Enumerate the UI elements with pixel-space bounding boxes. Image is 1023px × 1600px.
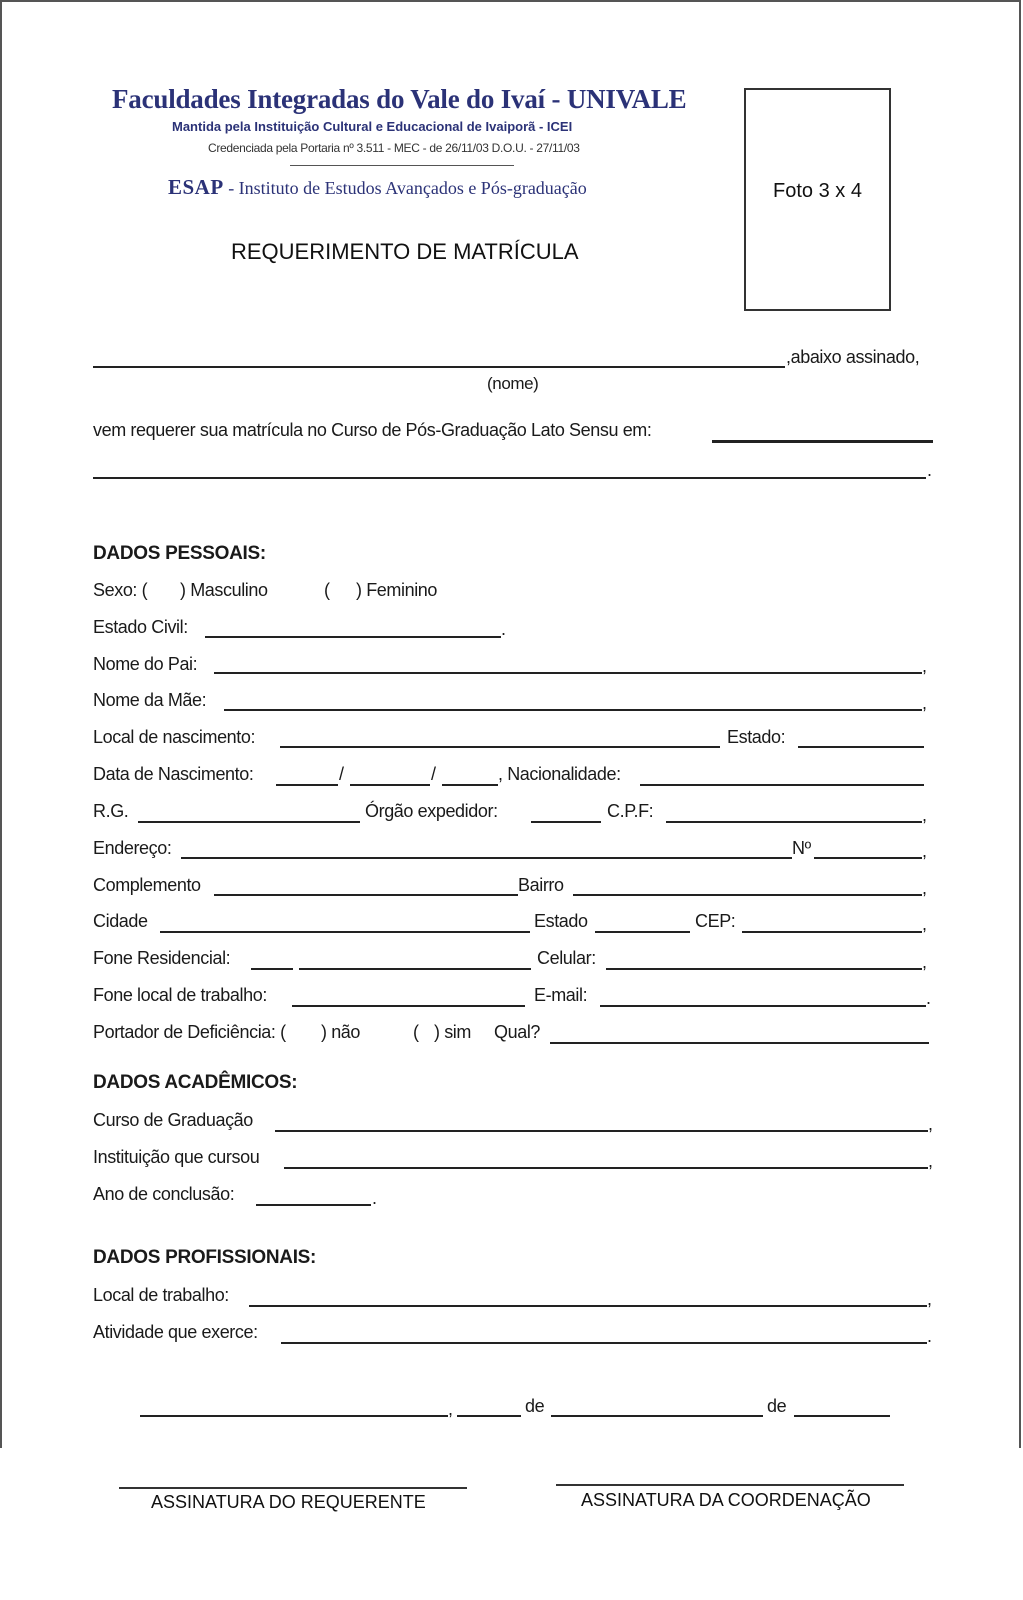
mother-label: Nome da Mãe: [93, 690, 207, 710]
nationality-field[interactable] [640, 784, 924, 786]
dot: . [501, 619, 506, 639]
number-field[interactable] [814, 857, 922, 859]
professional-heading: DADOS PROFISSIONAIS: [93, 1247, 317, 1268]
coordination-signature-field[interactable] [556, 1484, 904, 1486]
birth-day-field[interactable] [276, 784, 338, 786]
home-phone-area-field[interactable] [251, 968, 293, 970]
photo-label: Foto 3 x 4 [773, 180, 862, 202]
state-label: Estado: [727, 727, 786, 747]
comma: , [922, 805, 927, 825]
birthplace-field[interactable] [280, 746, 720, 748]
date-slash: / [339, 764, 344, 784]
comma: , [928, 1151, 933, 1171]
birth-month-field[interactable] [350, 784, 430, 786]
mobile-field[interactable] [606, 968, 922, 970]
esap-name: - Instituto de Estudos Avançados e Pós-graduação [228, 178, 587, 198]
cpf-field[interactable] [666, 821, 922, 823]
address-label: Endereço: [93, 838, 172, 858]
comma: , [922, 878, 927, 898]
birthplace-label: Local de nascimento: [93, 727, 256, 747]
marital-field[interactable] [205, 636, 501, 638]
accreditation-line: Credenciada pela Portaria nº 3.511 - MEC - de 26/11/03 D.O.U. - 27/11/03 [208, 141, 580, 155]
work-phone-field[interactable] [292, 1005, 525, 1007]
father-field[interactable] [214, 672, 922, 674]
institution-label: Instituição que cursou [93, 1147, 260, 1167]
comma: , [922, 693, 927, 713]
comma: , [922, 841, 927, 861]
comma: , [922, 656, 927, 676]
dot: . [926, 988, 931, 1008]
name-field[interactable] [93, 366, 785, 368]
header-divider [290, 165, 514, 166]
comma: , [928, 1114, 933, 1134]
marital-label: Estado Civil: [93, 617, 188, 637]
issuer-field[interactable] [531, 821, 601, 823]
applicant-signature-label: ASSINATURA DO REQUERENTE [151, 1492, 426, 1512]
birthdate-label: Data de Nascimento: [93, 764, 254, 784]
city-date-field[interactable] [140, 1415, 448, 1417]
birth-year-field[interactable] [442, 784, 498, 786]
state2-label: Estado [534, 911, 588, 931]
course-field-cont[interactable] [93, 477, 926, 479]
date-slash: / [431, 764, 436, 784]
comma: , [922, 914, 927, 934]
comma: , [927, 1289, 932, 1309]
document-title: REQUERIMENTO DE MATRÍCULA [231, 239, 579, 264]
complement-label: Complemento [93, 875, 201, 895]
state-field[interactable] [798, 746, 924, 748]
personal-heading: DADOS PESSOAIS: [93, 543, 266, 564]
nationality-label: , Nacionalidade: [498, 764, 621, 784]
signed-below-text: ,abaixo assinado, [786, 347, 920, 367]
disability-no-option[interactable]: ) não [321, 1022, 361, 1042]
district-label: Bairro [518, 875, 564, 895]
comma: , [448, 1399, 453, 1419]
city-field[interactable] [160, 931, 530, 933]
request-text: vem requerer sua matrícula no Curso de Pós-Graduação Lato Sensu em: [93, 420, 652, 440]
activity-field[interactable] [281, 1342, 927, 1344]
mobile-label: Celular: [537, 948, 596, 968]
complement-field[interactable] [214, 894, 518, 896]
name-caption: (nome) [487, 374, 539, 393]
address-field[interactable] [181, 857, 792, 859]
photo-box[interactable] [744, 88, 891, 311]
mother-field[interactable] [224, 709, 922, 711]
academic-heading: DADOS ACADÊMICOS: [93, 1072, 298, 1093]
cpf-label: C.P.F: [607, 801, 654, 821]
home-phone-label: Fone Residencial: [93, 948, 231, 968]
disability-which-label: Qual? [494, 1022, 541, 1042]
workplace-label: Local de trabalho: [93, 1285, 229, 1305]
email-field[interactable] [600, 1005, 926, 1007]
coordination-signature-label: ASSINATURA DA COORDENAÇÃO [581, 1490, 871, 1510]
zip-field[interactable] [742, 931, 922, 933]
activity-label: Atividade que exerce: [93, 1322, 258, 1342]
state2-field[interactable] [595, 931, 690, 933]
esap-line [168, 175, 587, 200]
disability-yes-option[interactable]: ) sim [434, 1022, 471, 1042]
workplace-field[interactable] [249, 1305, 927, 1307]
year-date-field[interactable] [794, 1415, 890, 1417]
period: . [927, 460, 932, 480]
female-option[interactable]: ) Feminino [356, 580, 438, 600]
institution-name: Faculdades Integradas do Vale do Ivaí - UNIVALE [112, 84, 687, 114]
home-phone-field[interactable] [299, 968, 531, 970]
comma: , [922, 952, 927, 972]
dot: . [372, 1188, 377, 1208]
district-field[interactable] [573, 894, 922, 896]
email-label: E-mail: [534, 985, 588, 1005]
year-field[interactable] [256, 1204, 371, 1206]
zip-label: CEP: [695, 911, 736, 931]
sex-label: Sexo: ( [93, 580, 148, 600]
maintainer-line: Mantida pela Instituição Cultural e Educacional de Ivaiporã - ICEI [172, 119, 573, 134]
day-field[interactable] [457, 1415, 521, 1417]
city-label: Cidade [93, 911, 148, 931]
de-text-2: de [767, 1396, 787, 1416]
father-label: Nome do Pai: [93, 654, 198, 674]
female-open[interactable]: ( [324, 580, 330, 600]
rg-field[interactable] [138, 821, 360, 823]
month-field[interactable] [551, 1415, 763, 1417]
applicant-signature-field[interactable] [119, 1487, 467, 1489]
disability-yes-open[interactable]: ( [413, 1022, 419, 1042]
de-text-1: de [525, 1396, 545, 1416]
institution-field[interactable] [284, 1167, 928, 1169]
esap-abbr: ESAP [168, 175, 224, 199]
issuer-label: Órgão expedidor: [365, 801, 498, 821]
year-label: Ano de conclusão: [93, 1184, 235, 1204]
number-label: Nº [792, 838, 811, 858]
dot: . [927, 1326, 932, 1346]
course-field[interactable] [712, 440, 933, 443]
disability-which-field[interactable] [550, 1042, 929, 1044]
graduation-course-field[interactable] [275, 1130, 928, 1132]
disability-label: Portador de Deficiência: ( [93, 1022, 286, 1042]
male-option[interactable]: ) Masculino [180, 580, 268, 600]
course-label: Curso de Graduação [93, 1110, 253, 1130]
work-phone-label: Fone local de trabalho: [93, 985, 267, 1005]
rg-label: R.G. [93, 801, 129, 821]
